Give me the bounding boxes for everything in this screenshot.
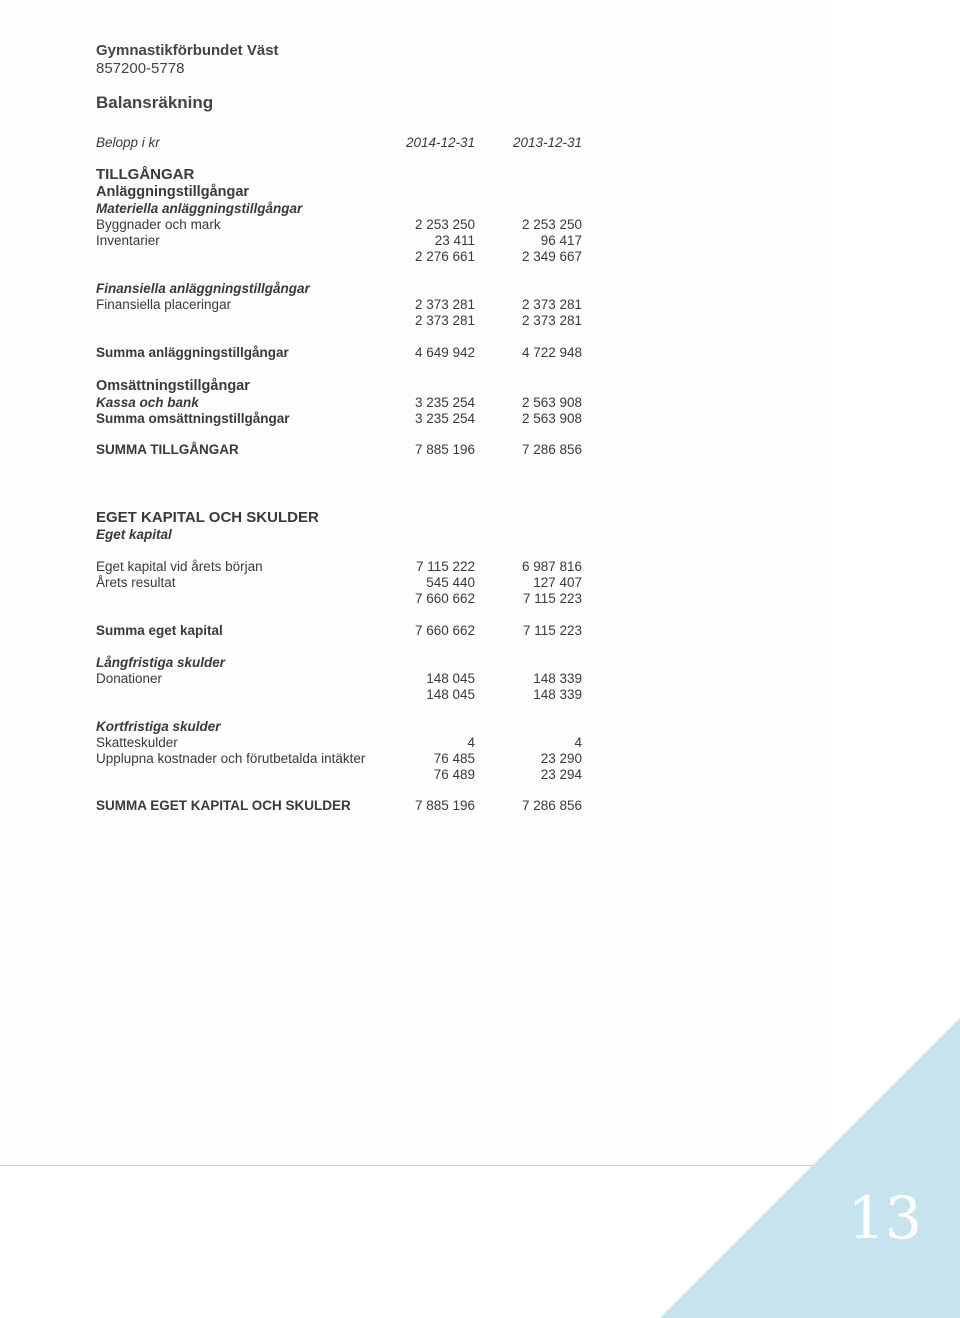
buildings-2013: 2 253 250 [521, 217, 582, 232]
equipment-label: Inventarier [96, 233, 160, 248]
total-equity-liabilities-2014: 7 885 196 [414, 798, 475, 813]
accrued-expenses-2013: 23 290 [540, 751, 582, 766]
organization-name: Gymnastikförbundet Väst [96, 42, 279, 59]
longterm-liabilities-heading: Långfristiga skulder [96, 655, 226, 670]
current-assets-sum-2014: 3 235 254 [414, 411, 475, 426]
accrued-expenses-label: Upplupna kostnader och förutbetalda intäkter [96, 751, 366, 766]
tax-liabilities-label: Skatteskulder [96, 735, 178, 750]
donations-label: Donationer [96, 671, 163, 686]
organization-number: 857200-5778 [96, 60, 185, 77]
cash-2014: 3 235 254 [414, 395, 475, 410]
equity-sum-2013: 7 115 223 [522, 623, 582, 638]
amount-label: Belopp i kr [96, 135, 160, 150]
tangible-assets-heading: Materiella anläggningstillgångar [96, 201, 303, 216]
accrued-expenses-2014: 76 485 [433, 751, 475, 766]
page-corner-decoration [660, 1018, 960, 1318]
page-title: Balansräkning [96, 93, 214, 112]
buildings-2014: 2 253 250 [414, 217, 475, 232]
column-header-2014: 2014-12-31 [405, 135, 475, 150]
opening-equity-2014: 7 115 222 [415, 559, 475, 574]
equity-subtotal-2013: 7 115 223 [522, 591, 582, 606]
current-assets-heading: Omsättningstillgångar [96, 378, 250, 394]
opening-equity-2013: 6 987 816 [521, 559, 582, 574]
tangible-total-2013: 2 349 667 [521, 249, 582, 264]
shortterm-total-2013: 23 294 [540, 767, 582, 782]
donations-2014: 148 045 [426, 671, 475, 686]
donations-2013: 148 339 [533, 671, 582, 686]
financial-assets-heading: Finansiella anläggningstillgångar [96, 281, 310, 296]
annual-result-2013: 127 407 [533, 575, 582, 590]
equipment-2014: 23 411 [434, 233, 475, 248]
page-number: 13 [848, 1184, 922, 1252]
current-assets-sum-label: Summa omsättningstillgångar [96, 411, 290, 426]
longterm-total-2014: 148 045 [426, 687, 475, 702]
cash-2013: 2 563 908 [521, 395, 582, 410]
investments-2013: 2 373 281 [521, 297, 582, 312]
annual-result-label: Årets resultat [96, 575, 176, 590]
annual-result-2014: 545 440 [426, 575, 475, 590]
tax-liabilities-2013: 4 [574, 735, 582, 750]
equity-subtotal-2014: 7 660 662 [414, 591, 475, 606]
financial-total-2014: 2 373 281 [414, 313, 475, 328]
equity-heading: Eget kapital [96, 527, 172, 542]
fixed-assets-heading: Anläggningstillgångar [96, 184, 250, 200]
opening-equity-label: Eget kapital vid årets början [96, 559, 263, 574]
tax-liabilities-2014: 4 [467, 735, 475, 750]
longterm-total-2013: 148 339 [533, 687, 582, 702]
shortterm-total-2014: 76 489 [433, 767, 475, 782]
financial-total-2013: 2 373 281 [521, 313, 582, 328]
shortterm-liabilities-heading: Kortfristiga skulder [96, 719, 221, 734]
equity-liabilities-heading: EGET KAPITAL OCH SKULDER [96, 509, 319, 526]
fixed-assets-sum-label: Summa anläggningstillgångar [96, 345, 289, 360]
investments-2014: 2 373 281 [414, 297, 475, 312]
tangible-total-2014: 2 276 661 [414, 249, 475, 264]
assets-heading: TILLGÅNGAR [96, 166, 195, 183]
equity-sum-2014: 7 660 662 [414, 623, 475, 638]
total-assets-2014: 7 885 196 [414, 442, 475, 457]
total-assets-label: SUMMA TILLGÅNGAR [96, 442, 239, 457]
equipment-2013: 96 417 [540, 233, 582, 248]
current-assets-sum-2013: 2 563 908 [521, 411, 582, 426]
fixed-assets-sum-2014: 4 649 942 [414, 345, 475, 360]
fixed-assets-sum-2013: 4 722 948 [521, 345, 582, 360]
investments-label: Finansiella placeringar [96, 297, 232, 312]
column-header-2013: 2013-12-31 [512, 135, 582, 150]
cash-label: Kassa och bank [96, 395, 199, 410]
buildings-label: Byggnader och mark [96, 217, 221, 232]
equity-sum-label: Summa eget kapital [96, 623, 223, 638]
total-assets-2013: 7 286 856 [521, 442, 582, 457]
total-equity-liabilities-label: SUMMA EGET KAPITAL OCH SKULDER [96, 798, 351, 813]
total-equity-liabilities-2013: 7 286 856 [521, 798, 582, 813]
